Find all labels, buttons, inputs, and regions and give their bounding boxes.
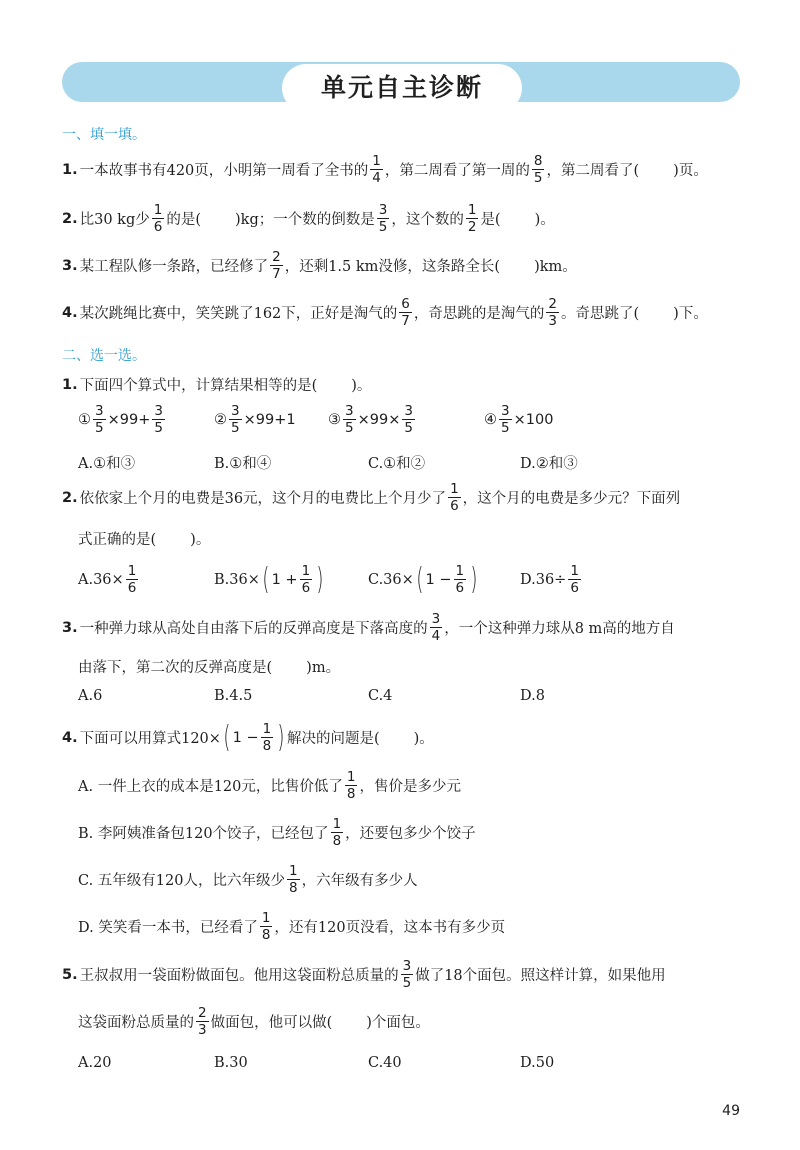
fraction: $\frac{1}{8}$ bbox=[262, 721, 272, 754]
fraction: $\frac{2}{3}$ bbox=[548, 296, 557, 329]
page-title: 单元自主诊断 bbox=[320, 73, 483, 102]
fraction: $\frac{3}{4}$ bbox=[431, 611, 441, 644]
question-2-1: 1. 下面四个算式中，计算结果相等的是( )。 bbox=[62, 376, 372, 394]
question-1-1: 1. 一本故事书有420页，小明第一周看了全书的 $\frac{1}{4}$ ，第二周看了第一周的 $\frac{8}{5}$ ，第二周看了( )页。 bbox=[62, 153, 708, 186]
fraction: $\frac{1}{6}$ bbox=[450, 481, 459, 514]
fraction: $\frac{3}{5}$ bbox=[378, 202, 388, 235]
option-b[interactable]: B.①和④ bbox=[214, 456, 272, 472]
option-a[interactable]: A. 一件上衣的成本是120元，比售价低了 $\frac{1}{8}$ ，售价是多少元 bbox=[78, 769, 461, 802]
fraction: $\frac{8}{5}$ bbox=[533, 153, 543, 186]
expression-1: ① $\frac{3}{5}$ ×99+ $\frac{3}{5}$ bbox=[78, 403, 163, 436]
question-2-3-cont: 由落下，第二次的反弹高度是( )m。 bbox=[78, 660, 341, 676]
option-a[interactable]: A.20 bbox=[78, 1055, 112, 1071]
question-1-2: 2. 比30 kg少 $\frac{1}{6}$ 的是( )kg；一个数的倒数是 $\frac{3}{5}$ ，这个数的 $\frac{1}{2}$ 是( )。 bbox=[62, 202, 555, 235]
fraction: $\frac{6}{7}$ bbox=[401, 296, 410, 329]
option-b[interactable]: B. 李阿姨准备包120个饺子，已经包了 $\frac{1}{8}$ ，还要包多少个饺子 bbox=[78, 816, 476, 849]
expression-4: ④ $\frac{3}{5}$ ×100 bbox=[484, 403, 554, 436]
option-d[interactable]: D.36÷ $\frac{1}{6}$ bbox=[520, 563, 579, 596]
option-c[interactable]: C.4 bbox=[368, 688, 393, 704]
fraction: $\frac{3}{5}$ bbox=[402, 958, 412, 991]
option-b[interactable]: B.30 bbox=[214, 1055, 248, 1071]
fraction: $\frac{1}{2}$ bbox=[467, 202, 477, 235]
expression-3: ③ $\frac{3}{5}$ ×99× $\frac{3}{5}$ bbox=[328, 403, 413, 436]
option-b[interactable]: B.36× ( 1 + $\frac{1}{6}$ ) bbox=[214, 561, 324, 597]
question-2-4: 4. 下面可以用算式120× ( 1 − $\frac{1}{8}$ ) 解决的问题是( )。 bbox=[62, 719, 434, 755]
option-c[interactable]: C.36× ( 1 − $\frac{1}{6}$ ) bbox=[368, 561, 478, 597]
option-d[interactable]: D. 笑笑看一本书，已经看了 $\frac{1}{8}$ ，还有120页没看，这本书有多少页 bbox=[78, 910, 506, 943]
question-2-2: 2. 依依家上个月的电费是36元，这个月的电费比上个月少了 $\frac{1}{6}$ ，这个月的电费是多少元？下面列 bbox=[62, 481, 681, 514]
expression-2: ② $\frac{3}{5}$ ×99+1 bbox=[214, 403, 296, 436]
fraction: $\frac{2}{7}$ bbox=[272, 249, 281, 282]
question-2-3: 3. 一种弹力球从高处自由落下后的反弹高度是下落高度的 $\frac{3}{4}$ ，一个这种弹力球从8 m高的地方自 bbox=[62, 611, 675, 644]
fraction: $\frac{1}{4}$ bbox=[372, 153, 381, 186]
option-b[interactable]: B.4.5 bbox=[214, 688, 253, 704]
option-d[interactable]: D.②和③ bbox=[520, 456, 578, 472]
question-2-2-cont: 式正确的是( )。 bbox=[78, 532, 211, 548]
fraction: $\frac{1}{6}$ bbox=[153, 202, 163, 235]
section-heading-fill: 一、填一填。 bbox=[62, 127, 146, 143]
option-d[interactable]: D.50 bbox=[520, 1055, 555, 1071]
page-number: 49 bbox=[722, 1103, 740, 1119]
question-2-5-cont: 这袋面粉总质量的 $\frac{2}{3}$ 做面包，他可以做( )个面包。 bbox=[78, 1005, 430, 1038]
question-1-4: 4. 某次跳绳比赛中，笑笑跳了162下，正好是淘气的 $\frac{6}{7}$ ，奇思跳的是淘气的 $\frac{2}{3}$ 。奇思跳了( )下。 bbox=[62, 296, 708, 329]
question-2-5: 5. 王叔叔用一袋面粉做面包。他用这袋面粉总质量的 $\frac{3}{5}$ 做了18个面包。照这样计算，如果他用 bbox=[62, 958, 666, 991]
section-heading-choose: 二、选一选。 bbox=[62, 348, 146, 364]
option-c[interactable]: C.①和② bbox=[368, 456, 426, 472]
option-d[interactable]: D.8 bbox=[520, 688, 545, 704]
option-a[interactable]: A.①和③ bbox=[78, 456, 136, 472]
option-c[interactable]: C.40 bbox=[368, 1055, 402, 1071]
option-c[interactable]: C. 五年级有120人，比六年级少 $\frac{1}{8}$ ，六年级有多少人 bbox=[78, 863, 418, 896]
question-1-3: 3. 某工程队修一条路，已经修了 $\frac{2}{7}$ ，还剩1.5 km没修，这条路全长( )km。 bbox=[62, 249, 577, 282]
option-a[interactable]: A.36× $\frac{1}{6}$ bbox=[78, 563, 137, 596]
fraction: $\frac{2}{3}$ bbox=[198, 1005, 207, 1038]
option-a[interactable]: A.6 bbox=[78, 688, 103, 704]
